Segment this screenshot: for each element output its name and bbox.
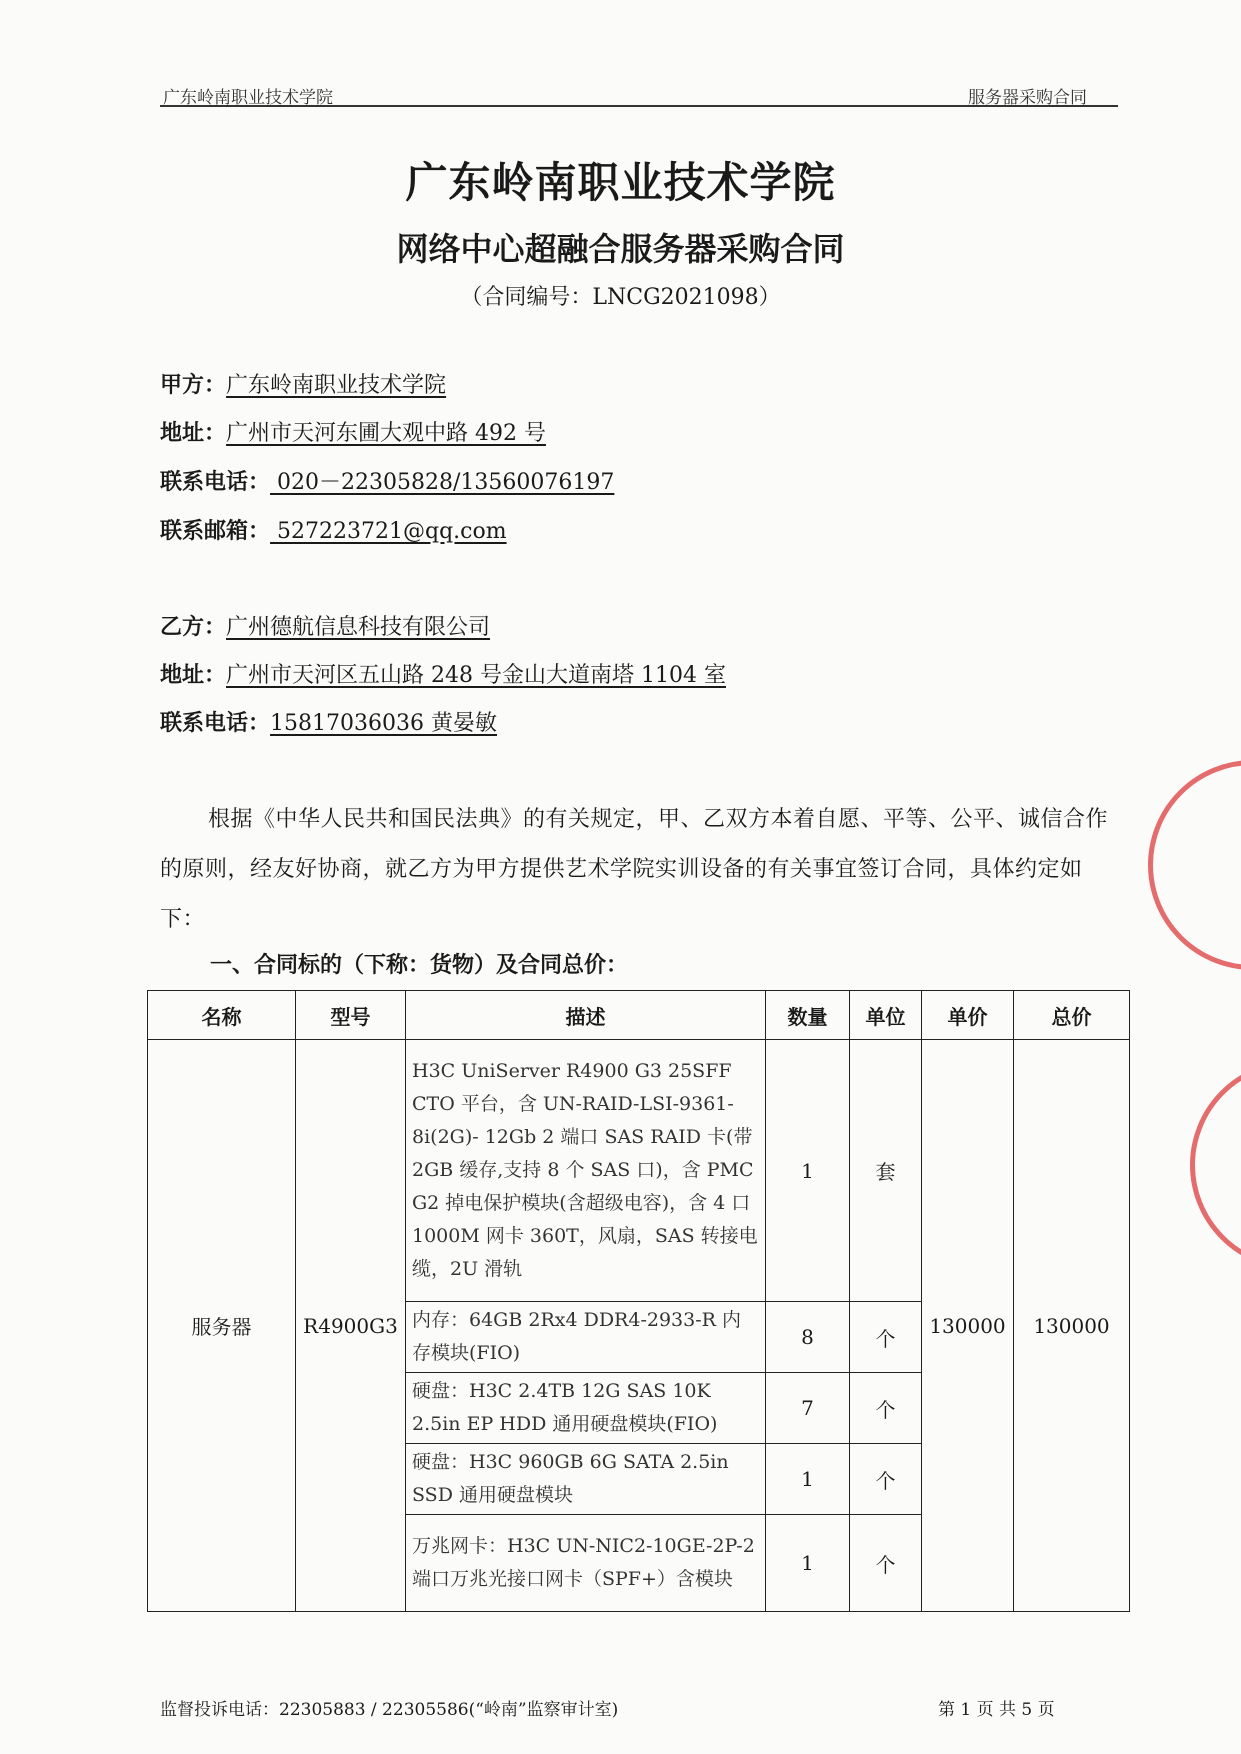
product-name: 服务器	[148, 1040, 296, 1612]
item-qty: 8	[766, 1302, 850, 1373]
supervision-hotline: 监督投诉电话：22305883 / 22305586(“岭南”监察审计室)	[160, 1700, 619, 1720]
item-unit: 个	[850, 1515, 922, 1612]
seal-stamp-bottom	[1190, 1060, 1241, 1270]
intro-paragraph: 根据《中华人民共和国民法典》的有关规定，甲、乙双方本着自愿、平等、公平、诚信合作的原则，经友好协商，就乙方为甲方提供艺术学院实训设备的有关事宜签订合同，具体约定如下：	[160, 807, 1109, 932]
goods-table	[147, 990, 1130, 1612]
item-qty: 7	[766, 1373, 850, 1444]
party-a-email-label: 联系邮箱：	[160, 519, 271, 544]
col-qty: 数量	[766, 991, 850, 1040]
product-total-price: 130000	[1014, 1040, 1130, 1612]
item-unit: 个	[850, 1302, 922, 1373]
party-a-name-label: 甲方：	[160, 373, 227, 398]
product-unit-price: 130000	[922, 1040, 1014, 1612]
party-b-phone-label: 联系电话：	[160, 711, 271, 736]
col-unit: 单位	[850, 991, 922, 1040]
contract-number: （合同编号：LNCG2021098）	[460, 285, 781, 310]
item-qty: 1	[766, 1444, 850, 1515]
header-school: 广东岭南职业技术学院	[163, 88, 333, 108]
item-desc: 内存：64GB 2Rx4 DDR4-2933-R 内存模块(FIO)	[406, 1302, 766, 1373]
party-b-name-label: 乙方：	[160, 615, 227, 640]
product-model: R4900G3	[296, 1040, 406, 1612]
col-name: 名称	[148, 991, 296, 1040]
party-a-address-label: 地址：	[160, 421, 227, 446]
party-a-phone	[160, 465, 614, 496]
item-desc: 硬盘：H3C 960GB 6G SATA 2.5in SSD 通用硬盘模块	[406, 1444, 766, 1515]
item-unit: 个	[850, 1444, 922, 1515]
party-b-name-value: 广州德航信息科技有限公司	[226, 615, 491, 640]
party-b-name	[160, 610, 490, 641]
item-desc: 万兆网卡：H3C UN-NIC2-10GE-2P-2 端口万兆光接口网卡（SPF+）含模块	[406, 1515, 766, 1612]
party-a-email	[160, 514, 507, 545]
party-a-phone-label: 联系电话：	[160, 470, 271, 495]
section-1-heading: 一、合同标的（下称：货物）及合同总价：	[210, 953, 629, 978]
table-header-row	[148, 991, 1130, 1040]
item-desc: H3C UniServer R4900 G3 25SFF CTO 平台，含 UN-RAID-LSI-9361-8i(2G)- 12Gb 2 端口 SAS RAID 卡(带 2GB 缓存,支持 8 个 SAS 口)，含 PMC G2 掉电保护模块(含超级电容)，含 4 口 1000M 网卡 360T，风扇，SAS 转接电缆，2U 滑轨	[406, 1040, 766, 1302]
party-a-address-value: 广州市天河东圃大观中路 492 号	[226, 421, 546, 446]
party-a-name	[160, 368, 446, 399]
item-unit: 套	[850, 1040, 922, 1302]
party-b-address-label: 地址：	[160, 663, 227, 688]
party-b-address	[160, 658, 726, 689]
seal-stamp-top	[1148, 760, 1241, 970]
document-title: 广东岭南职业技术学院	[405, 158, 836, 207]
col-price: 单价	[922, 991, 1014, 1040]
col-total: 总价	[1014, 991, 1130, 1040]
item-qty: 1	[766, 1040, 850, 1302]
col-model: 型号	[296, 991, 406, 1040]
party-b-phone	[160, 706, 497, 737]
col-desc: 描述	[406, 991, 766, 1040]
table-row	[148, 1040, 1130, 1302]
item-desc: 硬盘：H3C 2.4TB 12G SAS 10K 2.5in EP HDD 通用硬盘模块(FIO)	[406, 1373, 766, 1444]
party-a-phone-value: 020－22305828/13560076197	[270, 470, 615, 495]
header-doc-type: 服务器采购合同	[968, 88, 1087, 108]
party-b-address-value: 广州市天河区五山路 248 号金山大道南塔 1104 室	[226, 663, 726, 688]
party-a-name-value: 广东岭南职业技术学院	[226, 373, 447, 398]
item-unit: 个	[850, 1373, 922, 1444]
header-divider	[160, 105, 1118, 107]
item-qty: 1	[766, 1515, 850, 1612]
party-b-phone-value: 15817036036 黄晏敏	[270, 711, 497, 736]
page-number: 第 1 页 共 5 页	[938, 1700, 1055, 1720]
document-subtitle: 网络中心超融合服务器采购合同	[396, 230, 845, 268]
party-a-address	[160, 416, 546, 447]
party-a-email-value: 527223721@qq.com	[270, 519, 507, 544]
